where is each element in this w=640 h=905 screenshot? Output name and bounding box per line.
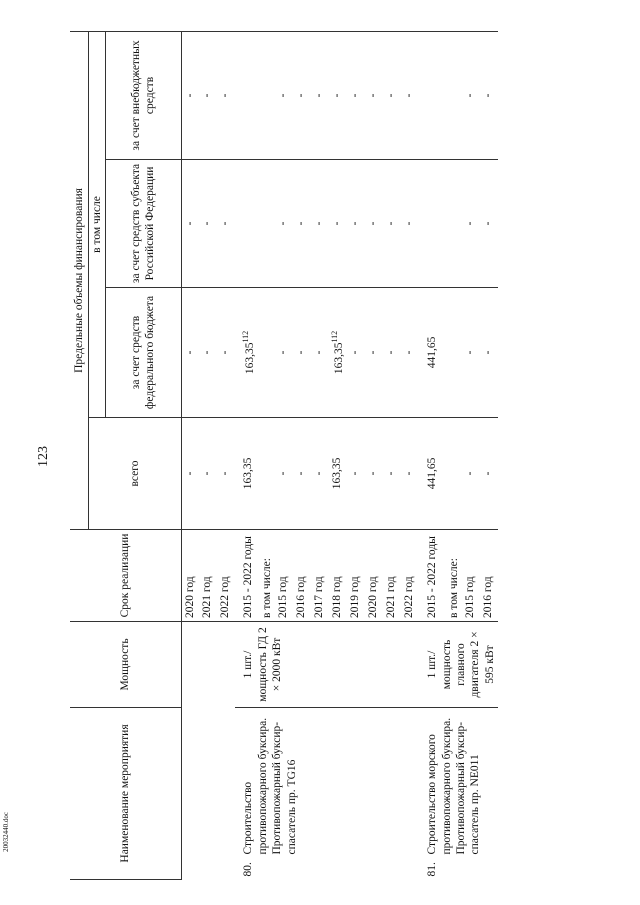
num-cell <box>199 858 217 880</box>
federal-cell-text: - <box>312 350 325 355</box>
table-row <box>235 31 258 879</box>
extra-cell <box>347 31 365 159</box>
num-cell <box>181 858 199 880</box>
regional-cell-text: - <box>403 221 416 226</box>
table-header <box>70 31 181 879</box>
total-cell-text: - <box>403 471 416 476</box>
incl-label-text: в том числе: <box>447 558 460 618</box>
regional-cell <box>217 159 235 287</box>
period-cell-text: 2016 год <box>294 576 307 618</box>
extra-cell-text: - <box>312 93 325 98</box>
item-power-text: 1 шт./ мощность ГД 2 × 2000 кВт <box>242 627 284 702</box>
total-cell <box>293 417 311 529</box>
item-number <box>235 858 419 880</box>
extra-cell-text: - <box>294 93 307 98</box>
power-cell <box>199 621 217 707</box>
extra-cell <box>199 31 217 159</box>
regional-cell <box>383 159 401 287</box>
regional-cell <box>275 159 293 287</box>
federal-cell-text: - <box>183 350 196 355</box>
num-cell <box>217 858 235 880</box>
regional-cell <box>181 159 199 287</box>
total-cell-text: - <box>482 471 495 476</box>
header-period: Срок реализации <box>70 529 181 621</box>
incl-label <box>259 529 275 621</box>
extra-cell-text: - <box>201 93 214 98</box>
total-cell <box>181 417 199 529</box>
period-cell <box>217 529 235 621</box>
empty-cell <box>259 31 275 159</box>
period-cell <box>383 529 401 621</box>
period-cell <box>275 529 293 621</box>
regional-cell <box>311 159 329 287</box>
federal-cell <box>383 287 401 417</box>
federal-main-text: 441,65 <box>426 336 439 369</box>
extra-cell-text: - <box>349 93 362 98</box>
extra-cell-text: - <box>330 93 343 98</box>
power-cell <box>181 621 199 707</box>
extra-cell-text: - <box>385 93 398 98</box>
extra-cell-text: - <box>219 93 232 98</box>
period-cell-text: 2022 год <box>219 576 232 618</box>
total-main <box>235 417 258 529</box>
federal-cell <box>329 287 347 417</box>
regional-cell <box>199 159 217 287</box>
extra-main <box>235 31 258 159</box>
name-cell <box>199 707 217 857</box>
federal-main <box>419 287 446 417</box>
name-cell <box>217 707 235 857</box>
period-cell-text: 2021 год <box>201 576 214 618</box>
total-cell <box>462 417 480 529</box>
incl-label-text: в том числе: <box>260 558 273 618</box>
total-cell <box>401 417 419 529</box>
power-cell <box>217 621 235 707</box>
total-cell-text: 163,35 <box>330 457 343 490</box>
total-cell-text: - <box>183 471 196 476</box>
period-cell <box>365 529 383 621</box>
extra-cell-text: - <box>482 93 495 98</box>
total-cell-text: - <box>367 471 380 476</box>
extra-cell <box>401 31 419 159</box>
regional-cell <box>293 159 311 287</box>
period-cell <box>199 529 217 621</box>
regional-cell-text: - <box>330 221 343 226</box>
empty-cell <box>259 159 275 287</box>
federal-cell <box>311 287 329 417</box>
federal-main-text: 163,35 <box>244 342 257 375</box>
regional-cell-text: - <box>201 221 214 226</box>
table-row <box>217 31 235 879</box>
empty-cell <box>446 417 462 529</box>
item-power-text: 1 шт./ мощность главного двигателя 2 × 595 кВт <box>426 631 496 698</box>
federal-cell <box>401 287 419 417</box>
footer-doc-code: 20032440.doc <box>2 812 10 852</box>
federal-cell-footnote: 112 <box>329 330 339 343</box>
period-cell-text: 2015 год <box>276 576 289 618</box>
table-body <box>181 31 498 879</box>
period-cell-text: 2020 год <box>183 576 196 618</box>
item-name-text: Строительство противопожарного буксира. Противопожарный буксир-спасатель пр. TG16 <box>242 717 298 855</box>
period-cell <box>401 529 419 621</box>
federal-cell <box>462 287 480 417</box>
total-cell <box>329 417 347 529</box>
regional-cell-text: - <box>219 221 232 226</box>
regional-cell <box>365 159 383 287</box>
header-extra: за счет внебюджетных средств <box>105 31 181 159</box>
regional-cell-text: - <box>464 221 477 226</box>
funding-table <box>70 31 498 880</box>
regional-cell-text: - <box>276 221 289 226</box>
federal-main <box>235 287 258 417</box>
total-cell-text: - <box>276 471 289 476</box>
period-cell-text: 2019 год <box>349 576 362 618</box>
extra-cell <box>365 31 383 159</box>
period-cell <box>293 529 311 621</box>
period-main <box>419 529 446 621</box>
extra-cell-text: - <box>464 93 477 98</box>
total-cell <box>217 417 235 529</box>
header-total: всего <box>88 417 181 529</box>
regional-cell <box>401 159 419 287</box>
total-main-text: 441,65 <box>426 457 439 490</box>
period-cell <box>462 529 480 621</box>
federal-cell-text: - <box>201 350 214 355</box>
period-main-text: 2015 - 2022 годы <box>242 536 255 618</box>
incl-label <box>446 529 462 621</box>
total-cell-text: - <box>349 471 362 476</box>
extra-cell <box>217 31 235 159</box>
regional-main <box>235 159 258 287</box>
total-cell <box>275 417 293 529</box>
rotated-table-wrapper <box>70 32 580 880</box>
period-cell-text: 2021 год <box>385 576 398 618</box>
empty-cell <box>446 159 462 287</box>
federal-cell <box>275 287 293 417</box>
regional-cell-text: - <box>183 221 196 226</box>
federal-cell <box>199 287 217 417</box>
page-number: 123 <box>36 446 51 467</box>
extra-cell <box>311 31 329 159</box>
period-cell <box>480 529 498 621</box>
federal-cell-text: - <box>219 350 232 355</box>
header-regional: за счет средств субъекта Российской Федерации <box>105 159 181 287</box>
regional-cell-text: - <box>385 221 398 226</box>
item-power <box>419 621 498 707</box>
federal-cell-text: 163,35 <box>332 342 345 375</box>
period-cell-text: 2016 год <box>482 576 495 618</box>
regional-cell-text: - <box>349 221 362 226</box>
extra-cell <box>293 31 311 159</box>
header-federal: за счет средств федерального бюджета <box>105 287 181 417</box>
federal-cell-text: - <box>294 350 307 355</box>
regional-cell-text: - <box>294 221 307 226</box>
item-name <box>235 707 419 857</box>
federal-cell <box>347 287 365 417</box>
total-cell <box>311 417 329 529</box>
extra-cell-text: - <box>183 93 196 98</box>
total-cell <box>480 417 498 529</box>
federal-cell <box>365 287 383 417</box>
total-cell-text: - <box>294 471 307 476</box>
regional-cell <box>480 159 498 287</box>
period-cell <box>181 529 199 621</box>
item-number <box>419 858 498 880</box>
regional-cell <box>329 159 347 287</box>
total-cell <box>347 417 365 529</box>
period-cell <box>311 529 329 621</box>
header-name: Наименование мероприятия <box>70 707 181 879</box>
federal-cell-text: - <box>385 350 398 355</box>
extra-cell-text: - <box>276 93 289 98</box>
period-cell-text: 2020 год <box>367 576 380 618</box>
total-main-text: 163,35 <box>242 457 255 490</box>
item-number-text: 81. <box>426 862 439 877</box>
table-row <box>181 31 199 879</box>
federal-cell <box>480 287 498 417</box>
regional-cell-text: - <box>367 221 380 226</box>
federal-cell-text: - <box>276 350 289 355</box>
federal-cell-text: - <box>367 350 380 355</box>
extra-cell <box>462 31 480 159</box>
period-main-text: 2015 - 2022 годы <box>426 536 439 618</box>
regional-cell-text: - <box>482 221 495 226</box>
header-funding-group: Предельные объемы финансирования <box>70 31 88 529</box>
extra-cell-text: - <box>403 93 416 98</box>
extra-cell <box>181 31 199 159</box>
item-name-text: Строительство морского противопожарного буксира. Противопожарный буксир-спасатель пр. NE011 <box>426 717 482 855</box>
extra-cell <box>383 31 401 159</box>
header-incl: в том числе <box>88 31 105 417</box>
total-cell <box>383 417 401 529</box>
regional-cell-text: - <box>312 221 325 226</box>
extra-cell <box>329 31 347 159</box>
regional-cell <box>462 159 480 287</box>
federal-cell-text: - <box>482 350 495 355</box>
item-number-text: 80. <box>242 862 255 877</box>
extra-cell-text: - <box>367 93 380 98</box>
period-cell-text: 2022 год <box>403 576 416 618</box>
period-cell-text: 2018 год <box>330 576 343 618</box>
extra-cell <box>275 31 293 159</box>
period-cell <box>347 529 365 621</box>
federal-cell <box>293 287 311 417</box>
extra-main <box>419 31 446 159</box>
period-main <box>235 529 258 621</box>
empty-cell <box>259 417 275 529</box>
extra-cell <box>480 31 498 159</box>
total-cell-text: - <box>201 471 214 476</box>
period-cell-text: 2015 год <box>464 576 477 618</box>
table-row <box>199 31 217 879</box>
period-cell <box>329 529 347 621</box>
federal-main-footnote: 112 <box>241 330 251 343</box>
total-cell-text: - <box>385 471 398 476</box>
regional-cell <box>347 159 365 287</box>
table-row <box>419 31 446 879</box>
item-power <box>235 621 419 707</box>
empty-cell <box>446 287 462 417</box>
total-cell-text: - <box>464 471 477 476</box>
empty-cell <box>446 31 462 159</box>
federal-cell <box>217 287 235 417</box>
empty-cell <box>259 287 275 417</box>
total-main <box>419 417 446 529</box>
federal-cell-text: - <box>464 350 477 355</box>
period-cell-text: 2017 год <box>312 576 325 618</box>
regional-main <box>419 159 446 287</box>
federal-cell-text: - <box>403 350 416 355</box>
total-cell <box>199 417 217 529</box>
federal-cell <box>181 287 199 417</box>
total-cell-text: - <box>219 471 232 476</box>
total-cell <box>365 417 383 529</box>
item-name <box>419 707 498 857</box>
header-power: Мощность <box>70 621 181 707</box>
name-cell <box>181 707 199 857</box>
total-cell-text: - <box>312 471 325 476</box>
federal-cell-text: - <box>349 350 362 355</box>
